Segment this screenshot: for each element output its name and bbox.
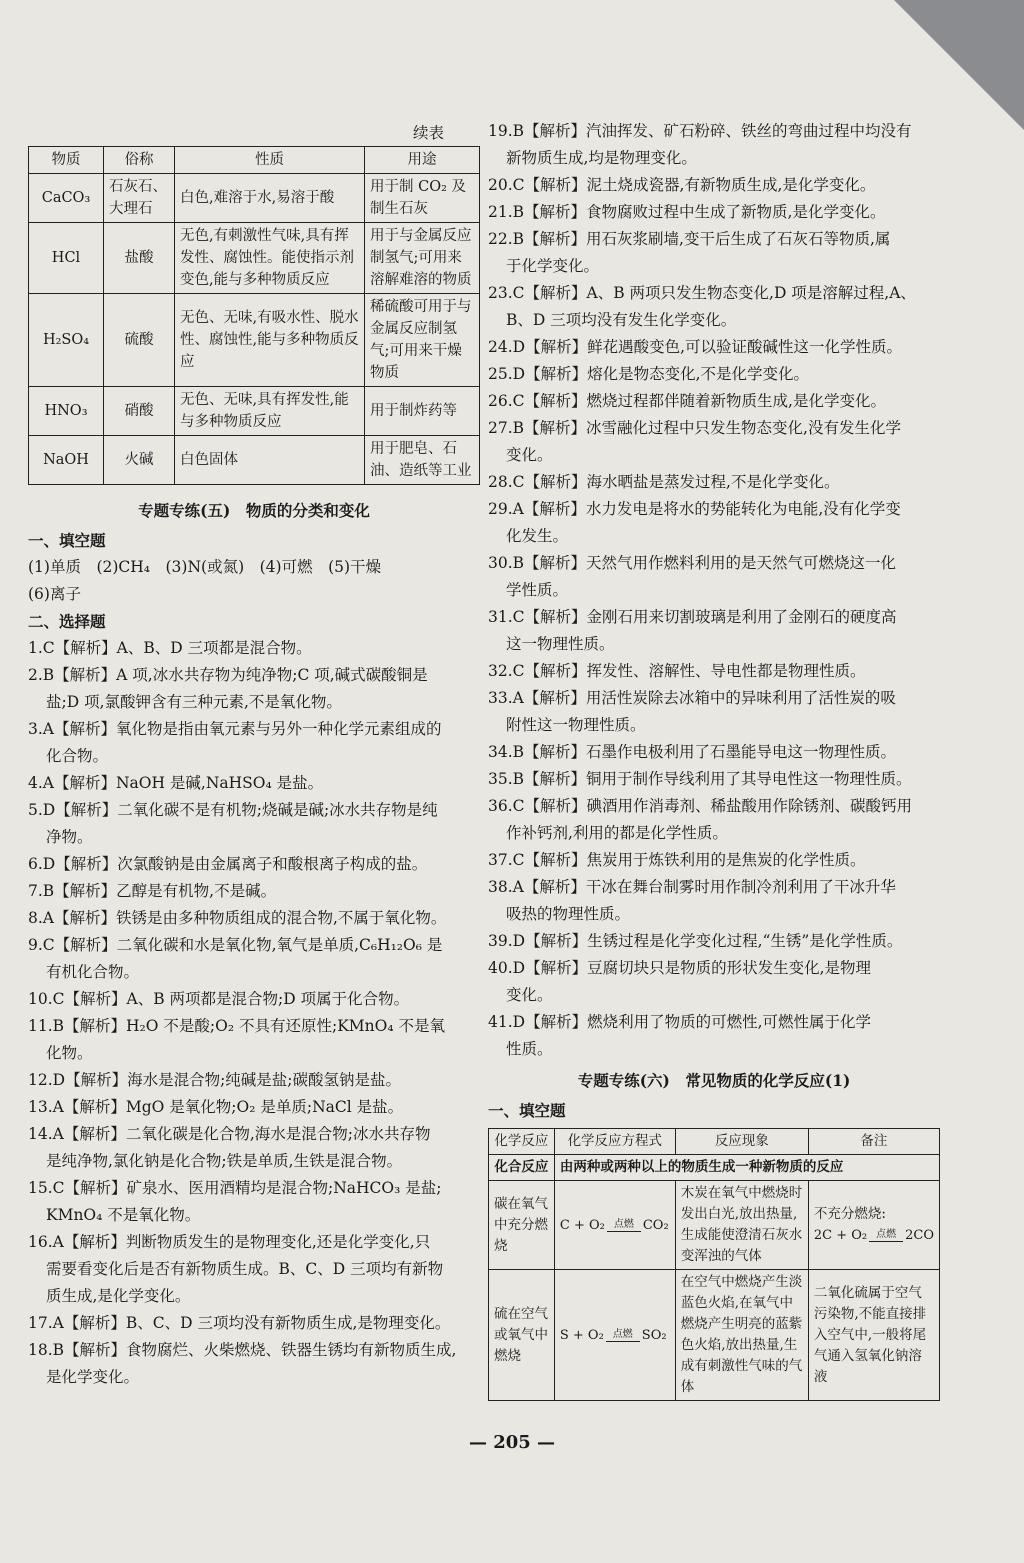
answer-item: 31.C【解析】金刚石用来切割玻璃是利用了金刚石的硬度高 xyxy=(488,608,897,626)
answer-item-continuation: KMnO₄ 不是氧化物。 xyxy=(46,1206,201,1224)
table-row xyxy=(29,436,480,485)
page-number: — 205 — xyxy=(468,1432,556,1453)
cell: 化合反应 xyxy=(489,1155,555,1181)
answer-item: 10.C【解析】A、B 两项都是混合物;D 项属于化合物。 xyxy=(28,990,410,1008)
answer-item-continuation: 净物。 xyxy=(46,828,93,846)
cell: 白色固体 xyxy=(175,436,365,485)
equation-products: CO₂ xyxy=(642,1217,669,1233)
answer-item: 4.A【解析】NaOH 是碱,NaHSO₄ 是盐。 xyxy=(28,774,324,792)
answer-item: 26.C【解析】燃烧过程都伴随着新物质生成,是化学变化。 xyxy=(488,392,886,410)
subsection-heading: 二、选择题 xyxy=(28,612,106,631)
header-cell: 俗称 xyxy=(104,147,175,174)
header-cell: 反应现象 xyxy=(675,1129,808,1155)
answer-item: 11.B【解析】H₂O 不是酸;O₂ 不具有还原性;KMnO₄ 不是氧 xyxy=(28,1017,445,1035)
substance-table xyxy=(28,146,480,485)
answer-item: 17.A【解析】B、C、D 三项均没有新物质生成,是物理变化。 xyxy=(28,1314,451,1332)
answer-item-continuation: 吸热的物理性质。 xyxy=(506,905,631,923)
header-cell: 化学反应方程式 xyxy=(554,1129,675,1155)
answer-item: 41.D【解析】燃烧利用了物质的可燃性,可燃性属于化学 xyxy=(488,1013,872,1031)
equation-reactants: C + O₂ xyxy=(559,1217,605,1233)
answer-item: 19.B【解析】汽油挥发、矿石粉碎、铁丝的弯曲过程中均没有 xyxy=(488,122,912,140)
answer-item-continuation: 化物。 xyxy=(46,1044,93,1062)
header-cell: 备注 xyxy=(808,1129,939,1155)
table-row xyxy=(489,1270,940,1401)
right-column xyxy=(488,118,940,1401)
equation-reactants: S + O₂ xyxy=(559,1327,604,1343)
answer-item: 22.B【解析】用石灰浆刷墙,变干后生成了石灰石等物质,属 xyxy=(488,230,891,248)
answer-list xyxy=(28,635,480,1391)
answer-item: 5.D【解析】二氧化碳不是有机物;烧碱是碱;冰水共存物是纯 xyxy=(28,801,438,819)
equation-condition: 点燃 xyxy=(607,1219,641,1232)
cell: HCl xyxy=(29,223,104,294)
cell: 碳在氧气中充分燃烧 xyxy=(489,1181,555,1270)
table-row xyxy=(29,223,480,294)
answer-item-continuation: 变化。 xyxy=(506,446,553,464)
cell: 用于肥皂、石油、造纸等工业 xyxy=(365,436,480,485)
answer-item: 21.B【解析】食物腐败过程中生成了新物质,是化学变化。 xyxy=(488,203,886,221)
answer-item-continuation: 是纯净物,氯化钠是化合物;铁是单质,生铁是混合物。 xyxy=(46,1152,403,1170)
cell: 用于制 CO₂ 及制生石灰 xyxy=(365,174,480,223)
cell: 用于与金属反应制氢气;可用来溶解难溶的物质 xyxy=(365,223,480,294)
answer-item-continuation: 性质。 xyxy=(506,1040,553,1058)
cell: 火碱 xyxy=(104,436,175,485)
cell: 无色,有刺激性气味,具有挥发性、腐蚀性。能使指示剂变色,能与多种物质反应 xyxy=(175,223,365,294)
answer-item-continuation: 附性这一物理性质。 xyxy=(506,716,646,734)
answer-item: 3.A【解析】氧化物是指由氧元素与另外一种化学元素组成的 xyxy=(28,720,442,738)
page-corner-fold xyxy=(894,0,1024,130)
cell: 用于制炸药等 xyxy=(365,387,480,436)
answer-item: 16.A【解析】判断物质发生的是物理变化,还是化学变化,只 xyxy=(28,1233,431,1251)
answer-item-continuation: 变化。 xyxy=(506,986,553,1004)
answer-item-continuation: 盐;D 项,氯酸钾含有三种元素,不是氧化物。 xyxy=(46,693,342,711)
answer-item: 27.B【解析】冰雪融化过程中只发生物态变化,没有发生化学 xyxy=(488,419,901,437)
answer-item: 6.D【解析】次氯酸钠是由金属离子和酸根离子构成的盐。 xyxy=(28,855,428,873)
header-cell: 化学反应 xyxy=(489,1129,555,1155)
cell: 硝酸 xyxy=(104,387,175,436)
continued-label: 续表 xyxy=(412,124,444,142)
cell: HNO₃ xyxy=(29,387,104,436)
answer-item: 40.D【解析】豆腐切块只是物质的形状发生变化,是物理 xyxy=(488,959,872,977)
answer-item: 37.C【解析】焦炭用于炼铁利用的是焦炭的化学性质。 xyxy=(488,851,866,869)
answer-item: 1.C【解析】A、B、D 三项都是混合物。 xyxy=(28,639,312,657)
answer-item: 39.D【解析】生锈过程是化学变化过程,“生锈”是化学性质。 xyxy=(488,932,903,950)
answer-item-continuation: 学性质。 xyxy=(506,581,569,599)
answer-item: 35.B【解析】铜用于制作导线利用了其导电性这一物理性质。 xyxy=(488,770,912,788)
reaction-table xyxy=(488,1128,940,1401)
answer-item: 30.B【解析】天然气用作燃料利用的是天然气可燃烧这一化 xyxy=(488,554,897,572)
left-column xyxy=(28,120,480,1391)
note-cell xyxy=(808,1181,939,1270)
cell: 盐酸 xyxy=(104,223,175,294)
subsection-heading: 一、填空题 xyxy=(488,1101,566,1120)
cell: 由两种或两种以上的物质生成一种新物质的反应 xyxy=(554,1155,939,1181)
answer-item: 14.A【解析】二氧化碳是化合物,海水是混合物;冰水共存物 xyxy=(28,1125,431,1143)
note-text: 不充分燃烧: xyxy=(813,1206,886,1222)
header-cell: 用途 xyxy=(365,147,480,174)
cell: H₂SO₄ xyxy=(29,294,104,387)
equation-cell xyxy=(554,1181,675,1270)
equation-condition: 点燃 xyxy=(869,1229,903,1242)
cell: 在空气中燃烧产生淡蓝色火焰,在氧气中燃烧产生明亮的蓝紫色火焰,放出热量,生成有刺激性气味的气体 xyxy=(675,1270,808,1401)
cell: 无色、无味,有吸水性、脱水性、腐蚀性,能与多种物质反应 xyxy=(175,294,365,387)
answer-item-continuation: 质生成,是化学变化。 xyxy=(46,1287,191,1305)
cell: NaOH xyxy=(29,436,104,485)
answer-item-continuation: 于化学变化。 xyxy=(506,257,600,275)
answer-item: 38.A【解析】干冰在舞台制雾时用作制冷剂利用了干冰升华 xyxy=(488,878,896,896)
answer-item: 12.D【解析】海水是混合物;纯碱是盐;碳酸氢钠是盐。 xyxy=(28,1071,402,1089)
table-row xyxy=(489,1155,940,1181)
header-cell: 物质 xyxy=(29,147,104,174)
equation-cell xyxy=(554,1270,675,1401)
cell: 白色,难溶于水,易溶于酸 xyxy=(175,174,365,223)
answer-item: 15.C【解析】矿泉水、医用酒精均是混合物;NaHCO₃ 是盐; xyxy=(28,1179,442,1197)
answer-item-continuation: 这一物理性质。 xyxy=(506,635,615,653)
answer-item: 24.D【解析】鲜花遇酸变色,可以验证酸碱性这一化学性质。 xyxy=(488,338,903,356)
section-title: 专题专练(五) 物质的分类和变化 xyxy=(138,501,370,520)
answer-list xyxy=(488,118,940,1063)
table-header-row xyxy=(489,1129,940,1155)
cell: 二氧化硫属于空气污染物,不能直接排入空气中,一般将尾气通入氢氧化钠溶液 xyxy=(808,1270,939,1401)
answer-item: 23.C【解析】A、B 两项只发生物态变化,D 项是溶解过程,A、 xyxy=(488,284,916,302)
table-header-row xyxy=(29,147,480,174)
answer-item: 18.B【解析】食物腐烂、火柴燃烧、铁器生锈均有新物质生成, xyxy=(28,1341,457,1359)
answer-item: 32.C【解析】挥发性、溶解性、导电性都是物理性质。 xyxy=(488,662,866,680)
answer-item: 34.B【解析】石墨作电极利用了石墨能导电这一物理性质。 xyxy=(488,743,897,761)
cell: CaCO₃ xyxy=(29,174,104,223)
cell: 稀硫酸可用于与金属反应制氢气;可用来干燥物质 xyxy=(365,294,480,387)
answer-item-continuation: B、D 三项均没有发生化学变化。 xyxy=(506,311,737,329)
equation xyxy=(814,1228,934,1243)
answer-item-continuation: 有机化合物。 xyxy=(46,963,140,981)
equation-products: SO₂ xyxy=(641,1327,667,1343)
answer-item: 13.A【解析】MgO 是氧化物;O₂ 是单质;NaCl 是盐。 xyxy=(28,1098,404,1116)
section-title: 专题专练(六) 常见物质的化学反应(1) xyxy=(577,1071,851,1090)
answer-item: 7.B【解析】乙醇是有机物,不是碱。 xyxy=(28,882,277,900)
answer-item-continuation: 新物质生成,均是物理变化。 xyxy=(506,149,697,167)
answer-item-continuation: 化发生。 xyxy=(506,527,569,545)
answer-item-continuation: 是化学变化。 xyxy=(46,1368,140,1386)
answer-item: 20.C【解析】泥土烧成瓷器,有新物质生成,是化学变化。 xyxy=(488,176,876,194)
cell: 硫酸 xyxy=(104,294,175,387)
header-cell: 性质 xyxy=(175,147,365,174)
cell: 硫在空气或氧气中燃烧 xyxy=(489,1270,555,1401)
table-row xyxy=(489,1181,940,1270)
answer-item-continuation: 化合物。 xyxy=(46,747,109,765)
equation xyxy=(560,1328,667,1343)
answer-item: 9.C【解析】二氧化碳和水是氧化物,氧气是单质,C₆H₁₂O₆ 是 xyxy=(28,936,443,954)
answer-item-continuation: 作补钙剂,利用的都是化学性质。 xyxy=(506,824,728,842)
answer-item: 2.B【解析】A 项,冰水共存物为纯净物;C 项,碱式碳酸铜是 xyxy=(28,666,428,684)
cell: 无色、无味,具有挥发性,能与多种物质反应 xyxy=(175,387,365,436)
answer-item: 8.A【解析】铁锈是由多种物质组成的混合物,不属于氧化物。 xyxy=(28,909,447,927)
cell: 木炭在氧气中燃烧时发出白光,放出热量,生成能使澄清石灰水变浑浊的气体 xyxy=(675,1181,808,1270)
equation xyxy=(560,1218,669,1233)
equation-condition: 点燃 xyxy=(606,1329,640,1342)
answer-item: 29.A【解析】水力发电是将水的势能转化为电能,没有化学变 xyxy=(488,500,901,518)
equation-products: 2CO xyxy=(905,1228,934,1243)
table-row xyxy=(29,294,480,387)
answer-item: 28.C【解析】海水晒盐是蒸发过程,不是化学变化。 xyxy=(488,473,840,491)
equation-reactants: 2C + O₂ xyxy=(813,1228,868,1243)
cell: 石灰石、大理石 xyxy=(104,174,175,223)
table-row xyxy=(29,174,480,223)
fill-answers-line: (6)离子 xyxy=(28,585,81,603)
table-row xyxy=(29,387,480,436)
fill-answers-line: (1)单质 (2)CH₄ (3)N(或氮) (4)可燃 (5)干燥 xyxy=(28,558,382,576)
answer-item: 25.D【解析】熔化是物态变化,不是化学变化。 xyxy=(488,365,810,383)
subsection-heading: 一、填空题 xyxy=(28,531,106,550)
answer-item-continuation: 需要看变化后是否有新物质生成。B、C、D 三项均有新物 xyxy=(46,1260,444,1278)
answer-item: 36.C【解析】碘酒用作消毒剂、稀盐酸用作除锈剂、碳酸钙用 xyxy=(488,797,913,815)
answer-item: 33.A【解析】用活性炭除去冰箱中的异味利用了活性炭的吸 xyxy=(488,689,896,707)
